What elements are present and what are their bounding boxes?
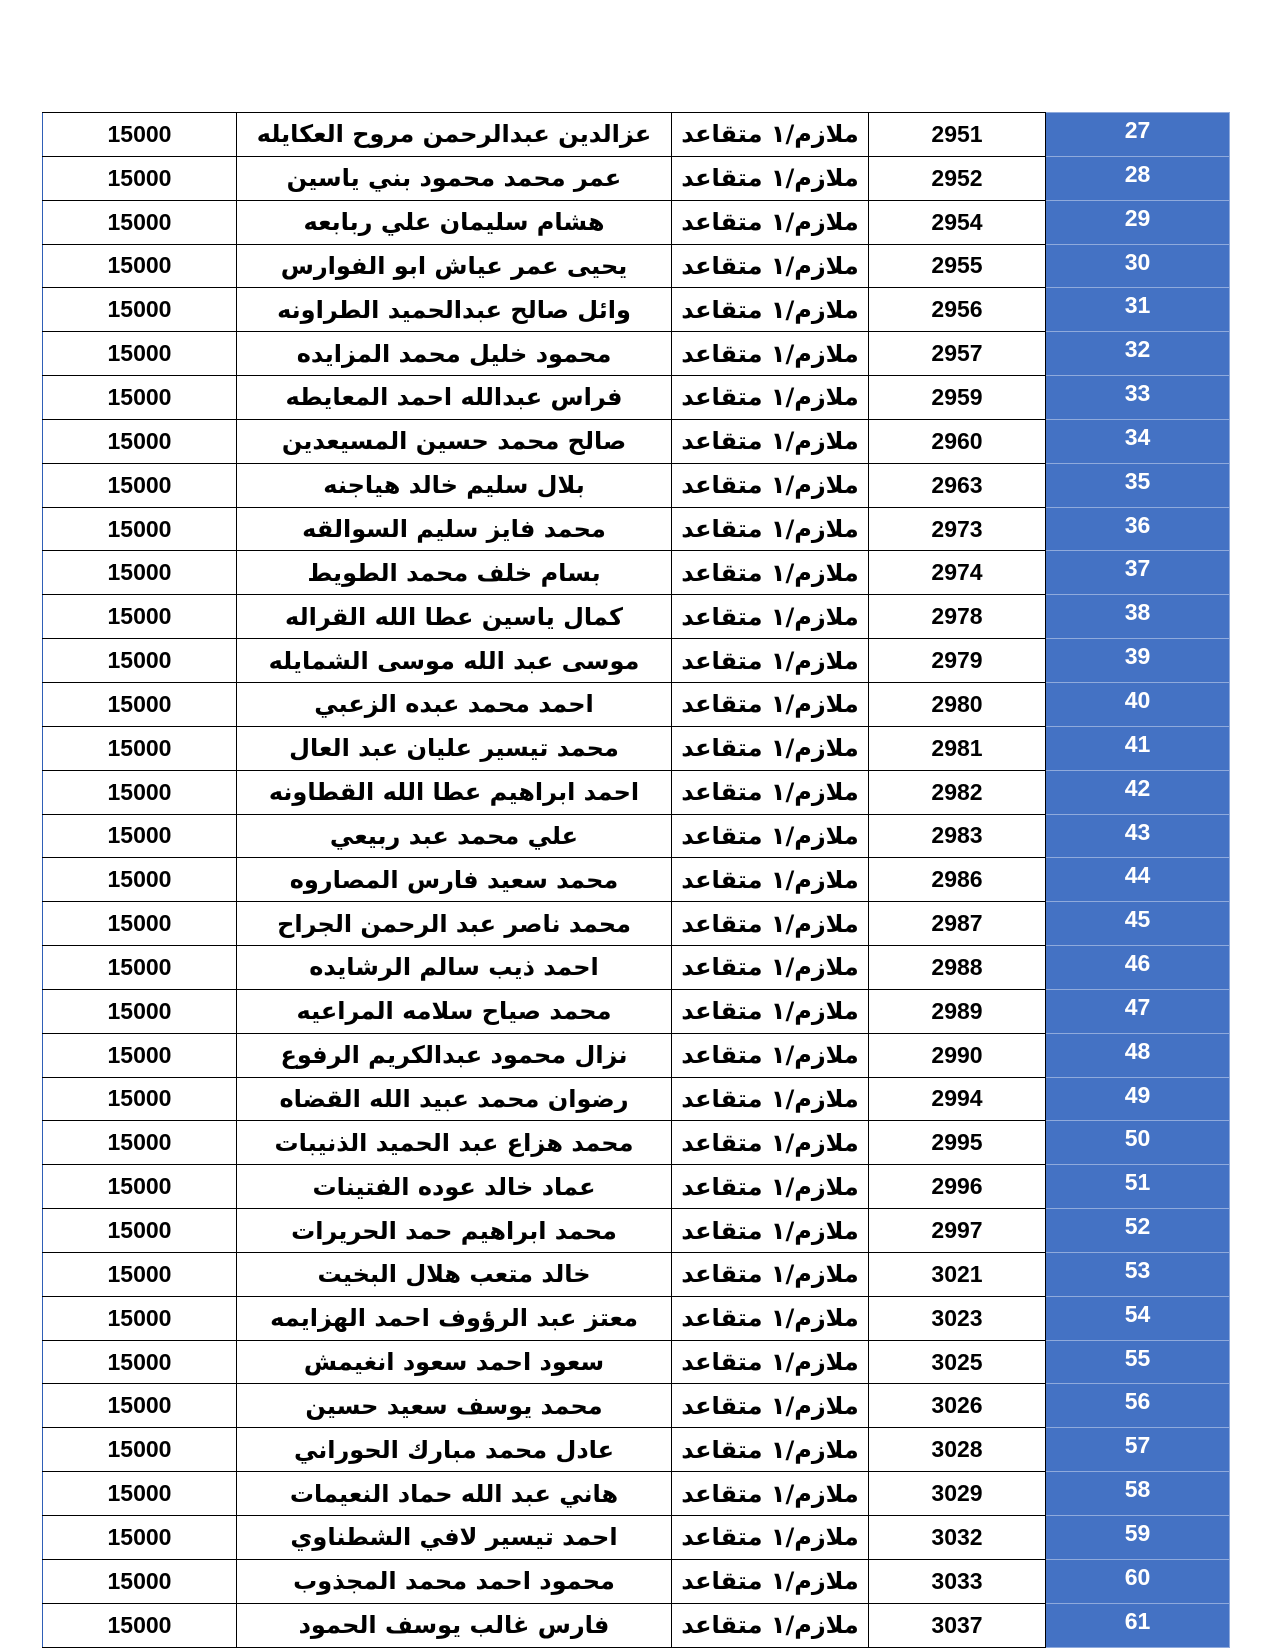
- name-cell: خالد متعب هلال البخيت: [237, 1252, 672, 1296]
- table-row: [43, 1472, 1230, 1516]
- sequence-number-cell: 47: [1046, 989, 1230, 1033]
- rank-cell: ملازم/١ متقاعد: [672, 726, 869, 770]
- name-cell: بسام خلف محمد الطويط: [237, 551, 672, 595]
- rank-cell: ملازم/١ متقاعد: [672, 989, 869, 1033]
- table-row: [43, 332, 1230, 376]
- table-row: [43, 200, 1230, 244]
- id-number-cell: 3037: [869, 1603, 1046, 1647]
- sequence-number-cell: 37: [1046, 551, 1230, 595]
- sequence-number-cell: 52: [1046, 1209, 1230, 1253]
- sequence-number-cell: 36: [1046, 507, 1230, 551]
- name-cell: محمد يوسف سعيد حسين: [237, 1384, 672, 1428]
- sequence-number-cell: 46: [1046, 946, 1230, 990]
- amount-cell: 15000: [43, 551, 237, 595]
- sequence-number-cell: 33: [1046, 376, 1230, 420]
- rank-cell: ملازم/١ متقاعد: [672, 507, 869, 551]
- amount-cell: 15000: [43, 1340, 237, 1384]
- rank-cell: ملازم/١ متقاعد: [672, 639, 869, 683]
- id-number-cell: 3021: [869, 1252, 1046, 1296]
- table-row: [43, 1209, 1230, 1253]
- amount-cell: 15000: [43, 156, 237, 200]
- rank-cell: ملازم/١ متقاعد: [672, 770, 869, 814]
- id-number-cell: 2990: [869, 1033, 1046, 1077]
- sequence-number-cell: 30: [1046, 244, 1230, 288]
- sequence-number-cell: 57: [1046, 1428, 1230, 1472]
- name-cell: هشام سليمان علي ربابعه: [237, 200, 672, 244]
- rank-cell: ملازم/١ متقاعد: [672, 1559, 869, 1603]
- amount-cell: 15000: [43, 770, 237, 814]
- amount-cell: 15000: [43, 1165, 237, 1209]
- table-row: [43, 858, 1230, 902]
- table-row: [43, 1340, 1230, 1384]
- rank-cell: ملازم/١ متقاعد: [672, 1340, 869, 1384]
- rank-cell: ملازم/١ متقاعد: [672, 1516, 869, 1560]
- amount-cell: 15000: [43, 902, 237, 946]
- amount-cell: 15000: [43, 332, 237, 376]
- name-cell: محمد تيسير عليان عبد العال: [237, 726, 672, 770]
- amount-cell: 15000: [43, 1121, 237, 1165]
- amount-cell: 15000: [43, 507, 237, 551]
- table-row: [43, 244, 1230, 288]
- name-cell: فارس غالب يوسف الحمود: [237, 1603, 672, 1647]
- rank-cell: ملازم/١ متقاعد: [672, 1209, 869, 1253]
- amount-cell: 15000: [43, 1559, 237, 1603]
- sequence-number-cell: 56: [1046, 1384, 1230, 1428]
- rank-cell: ملازم/١ متقاعد: [672, 1428, 869, 1472]
- name-cell: علي محمد عبد ربيعي: [237, 814, 672, 858]
- name-cell: احمد محمد عبده الزعبي: [237, 682, 672, 726]
- rank-cell: ملازم/١ متقاعد: [672, 332, 869, 376]
- id-number-cell: 2983: [869, 814, 1046, 858]
- table-row: [43, 1428, 1230, 1472]
- name-cell: صالح محمد حسين المسيعدين: [237, 419, 672, 463]
- sequence-number-cell: 48: [1046, 1033, 1230, 1077]
- table-row: [43, 726, 1230, 770]
- sequence-number-cell: 39: [1046, 639, 1230, 683]
- id-number-cell: 2994: [869, 1077, 1046, 1121]
- name-cell: محمد صياح سلامه المراعيه: [237, 989, 672, 1033]
- name-cell: يحيى عمر عياش ابو الفوارس: [237, 244, 672, 288]
- sequence-number-cell: 41: [1046, 726, 1230, 770]
- rank-cell: ملازم/١ متقاعد: [672, 156, 869, 200]
- roster-table-body: [43, 113, 1230, 1648]
- table-row: [43, 946, 1230, 990]
- id-number-cell: 3028: [869, 1428, 1046, 1472]
- rank-cell: ملازم/١ متقاعد: [672, 244, 869, 288]
- id-number-cell: 2996: [869, 1165, 1046, 1209]
- amount-cell: 15000: [43, 814, 237, 858]
- table-row: [43, 814, 1230, 858]
- name-cell: عادل محمد مبارك الحوراني: [237, 1428, 672, 1472]
- sequence-number-cell: 28: [1046, 156, 1230, 200]
- sequence-number-cell: 35: [1046, 463, 1230, 507]
- table-row: [43, 376, 1230, 420]
- id-number-cell: 2951: [869, 113, 1046, 157]
- amount-cell: 15000: [43, 419, 237, 463]
- rank-cell: ملازم/١ متقاعد: [672, 200, 869, 244]
- name-cell: هاني عبد الله حماد النعيمات: [237, 1472, 672, 1516]
- sequence-number-cell: 32: [1046, 332, 1230, 376]
- id-number-cell: 2982: [869, 770, 1046, 814]
- rank-cell: ملازم/١ متقاعد: [672, 288, 869, 332]
- id-number-cell: 2986: [869, 858, 1046, 902]
- sequence-number-cell: 59: [1046, 1516, 1230, 1560]
- table-row: [43, 1033, 1230, 1077]
- id-number-cell: 2981: [869, 726, 1046, 770]
- sequence-number-cell: 29: [1046, 200, 1230, 244]
- name-cell: محمود خليل محمد المزايده: [237, 332, 672, 376]
- sequence-number-cell: 60: [1046, 1559, 1230, 1603]
- sequence-number-cell: 58: [1046, 1472, 1230, 1516]
- name-cell: وائل صالح عبدالحميد الطراونه: [237, 288, 672, 332]
- id-number-cell: 2973: [869, 507, 1046, 551]
- sequence-number-cell: 50: [1046, 1121, 1230, 1165]
- name-cell: محمد ابراهيم حمد الحريرات: [237, 1209, 672, 1253]
- id-number-cell: 2959: [869, 376, 1046, 420]
- sequence-number-cell: 40: [1046, 682, 1230, 726]
- rank-cell: ملازم/١ متقاعد: [672, 551, 869, 595]
- id-number-cell: 2979: [869, 639, 1046, 683]
- amount-cell: 15000: [43, 376, 237, 420]
- table-row: [43, 1252, 1230, 1296]
- amount-cell: 15000: [43, 726, 237, 770]
- id-number-cell: 2960: [869, 419, 1046, 463]
- table-row: [43, 1165, 1230, 1209]
- rank-cell: ملازم/١ متقاعد: [672, 1603, 869, 1647]
- id-number-cell: 2980: [869, 682, 1046, 726]
- roster-sheet: [42, 112, 1230, 1648]
- table-row: [43, 1384, 1230, 1428]
- rank-cell: ملازم/١ متقاعد: [672, 419, 869, 463]
- table-row: [43, 682, 1230, 726]
- amount-cell: 15000: [43, 1209, 237, 1253]
- name-cell: سعود احمد سعود انغيمش: [237, 1340, 672, 1384]
- amount-cell: 15000: [43, 1516, 237, 1560]
- id-number-cell: 2989: [869, 989, 1046, 1033]
- rank-cell: ملازم/١ متقاعد: [672, 1165, 869, 1209]
- id-number-cell: 2956: [869, 288, 1046, 332]
- amount-cell: 15000: [43, 1296, 237, 1340]
- id-number-cell: 2957: [869, 332, 1046, 376]
- id-number-cell: 2952: [869, 156, 1046, 200]
- table-row: [43, 1077, 1230, 1121]
- amount-cell: 15000: [43, 858, 237, 902]
- name-cell: معتز عبد الرؤوف احمد الهزايمه: [237, 1296, 672, 1340]
- name-cell: عماد خالد عوده الفتينات: [237, 1165, 672, 1209]
- table-row: [43, 156, 1230, 200]
- amount-cell: 15000: [43, 595, 237, 639]
- table-row: [43, 1603, 1230, 1647]
- id-number-cell: 2963: [869, 463, 1046, 507]
- id-number-cell: 2954: [869, 200, 1046, 244]
- name-cell: فراس عبدالله احمد المعايطه: [237, 376, 672, 420]
- table-row: [43, 595, 1230, 639]
- rank-cell: ملازم/١ متقاعد: [672, 463, 869, 507]
- sequence-number-cell: 44: [1046, 858, 1230, 902]
- amount-cell: 15000: [43, 113, 237, 157]
- name-cell: احمد تيسير لافي الشطناوي: [237, 1516, 672, 1560]
- rank-cell: ملازم/١ متقاعد: [672, 1472, 869, 1516]
- sequence-number-cell: 54: [1046, 1296, 1230, 1340]
- table-row: [43, 288, 1230, 332]
- table-row: [43, 1121, 1230, 1165]
- rank-cell: ملازم/١ متقاعد: [672, 113, 869, 157]
- rank-cell: ملازم/١ متقاعد: [672, 902, 869, 946]
- rank-cell: ملازم/١ متقاعد: [672, 682, 869, 726]
- sequence-number-cell: 34: [1046, 419, 1230, 463]
- table-row: [43, 113, 1230, 157]
- amount-cell: 15000: [43, 639, 237, 683]
- id-number-cell: 2955: [869, 244, 1046, 288]
- rank-cell: ملازم/١ متقاعد: [672, 376, 869, 420]
- sequence-number-cell: 55: [1046, 1340, 1230, 1384]
- name-cell: احمد ابراهيم عطا الله القطاونه: [237, 770, 672, 814]
- id-number-cell: 2987: [869, 902, 1046, 946]
- sequence-number-cell: 45: [1046, 902, 1230, 946]
- rank-cell: ملازم/١ متقاعد: [672, 858, 869, 902]
- rank-cell: ملازم/١ متقاعد: [672, 1121, 869, 1165]
- sequence-number-cell: 61: [1046, 1603, 1230, 1647]
- sequence-number-cell: 43: [1046, 814, 1230, 858]
- table-row: [43, 463, 1230, 507]
- id-number-cell: 2974: [869, 551, 1046, 595]
- sequence-number-cell: 53: [1046, 1252, 1230, 1296]
- sequence-number-cell: 49: [1046, 1077, 1230, 1121]
- amount-cell: 15000: [43, 288, 237, 332]
- sequence-number-cell: 27: [1046, 113, 1230, 157]
- name-cell: احمد ذيب سالم الرشايده: [237, 946, 672, 990]
- id-number-cell: 3023: [869, 1296, 1046, 1340]
- table-row: [43, 1516, 1230, 1560]
- sequence-number-cell: 31: [1046, 288, 1230, 332]
- id-number-cell: 2995: [869, 1121, 1046, 1165]
- name-cell: نزال محمود عبدالكريم الرفوع: [237, 1033, 672, 1077]
- amount-cell: 15000: [43, 244, 237, 288]
- sequence-number-cell: 51: [1046, 1165, 1230, 1209]
- name-cell: عزالدين عبدالرحمن مروح العكايله: [237, 113, 672, 157]
- amount-cell: 15000: [43, 682, 237, 726]
- amount-cell: 15000: [43, 1033, 237, 1077]
- name-cell: محمود احمد محمد المجذوب: [237, 1559, 672, 1603]
- rank-cell: ملازم/١ متقاعد: [672, 1252, 869, 1296]
- id-number-cell: 3032: [869, 1516, 1046, 1560]
- rank-cell: ملازم/١ متقاعد: [672, 1077, 869, 1121]
- amount-cell: 15000: [43, 1428, 237, 1472]
- amount-cell: 15000: [43, 1384, 237, 1428]
- sequence-number-cell: 42: [1046, 770, 1230, 814]
- table-row: [43, 1296, 1230, 1340]
- rank-cell: ملازم/١ متقاعد: [672, 1384, 869, 1428]
- name-cell: محمد هزاع عبد الحميد الذنيبات: [237, 1121, 672, 1165]
- rank-cell: ملازم/١ متقاعد: [672, 595, 869, 639]
- amount-cell: 15000: [43, 1603, 237, 1647]
- table-row: [43, 507, 1230, 551]
- id-number-cell: 3025: [869, 1340, 1046, 1384]
- table-row: [43, 551, 1230, 595]
- rank-cell: ملازم/١ متقاعد: [672, 946, 869, 990]
- name-cell: عمر محمد محمود بني ياسين: [237, 156, 672, 200]
- amount-cell: 15000: [43, 200, 237, 244]
- amount-cell: 15000: [43, 1077, 237, 1121]
- rank-cell: ملازم/١ متقاعد: [672, 1033, 869, 1077]
- name-cell: محمد فايز سليم السوالقه: [237, 507, 672, 551]
- rank-cell: ملازم/١ متقاعد: [672, 1296, 869, 1340]
- amount-cell: 15000: [43, 463, 237, 507]
- name-cell: بلال سليم خالد هياجنه: [237, 463, 672, 507]
- table-row: [43, 902, 1230, 946]
- amount-cell: 15000: [43, 989, 237, 1033]
- table-row: [43, 770, 1230, 814]
- amount-cell: 15000: [43, 946, 237, 990]
- table-row: [43, 1559, 1230, 1603]
- id-number-cell: 3029: [869, 1472, 1046, 1516]
- amount-cell: 15000: [43, 1472, 237, 1516]
- table-row: [43, 639, 1230, 683]
- id-number-cell: 2997: [869, 1209, 1046, 1253]
- name-cell: موسى عبد الله موسى الشمايله: [237, 639, 672, 683]
- name-cell: محمد سعيد فارس المصاروه: [237, 858, 672, 902]
- name-cell: كمال ياسين عطا الله القراله: [237, 595, 672, 639]
- amount-cell: 15000: [43, 1252, 237, 1296]
- roster-table: [42, 112, 1230, 1648]
- id-number-cell: 3033: [869, 1559, 1046, 1603]
- table-row: [43, 419, 1230, 463]
- name-cell: محمد ناصر عبد الرحمن الجراح: [237, 902, 672, 946]
- id-number-cell: 3026: [869, 1384, 1046, 1428]
- rank-cell: ملازم/١ متقاعد: [672, 814, 869, 858]
- sequence-number-cell: 38: [1046, 595, 1230, 639]
- table-row: [43, 989, 1230, 1033]
- name-cell: رضوان محمد عبيد الله القضاه: [237, 1077, 672, 1121]
- id-number-cell: 2988: [869, 946, 1046, 990]
- id-number-cell: 2978: [869, 595, 1046, 639]
